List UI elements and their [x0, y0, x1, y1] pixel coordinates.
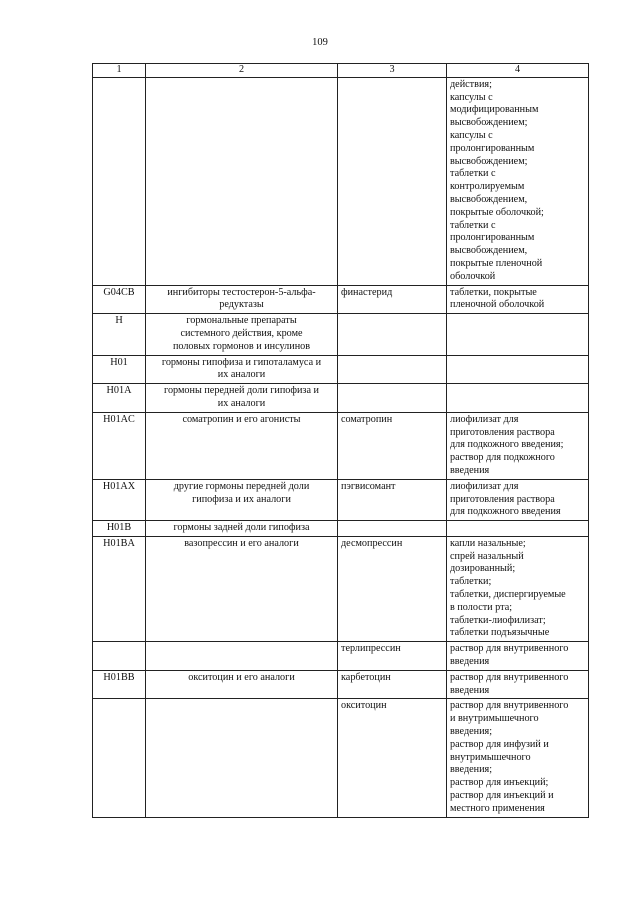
group-name-cell	[146, 642, 338, 671]
atc-code-cell: H01	[93, 355, 146, 384]
drug-name-cell	[338, 384, 447, 413]
dosage-forms-cell: лиофилизат для приготовления раствора для подкожного введения; раствор для подкожного введения	[447, 412, 589, 479]
atc-code-cell: H01B	[93, 521, 146, 537]
atc-code-cell: H01AC	[93, 412, 146, 479]
dosage-forms-cell: таблетки, покрытые пленочной оболочкой	[447, 285, 589, 314]
dosage-forms-cell: раствор для внутривенного и внутримышечного введения; раствор для инфузий и внутримышечного введения; раствор для инъекций; раствор для инъекций и местного применения	[447, 699, 589, 817]
group-name-cell: гормональные препараты системного действия, кроме половых гормонов и инсулинов	[146, 314, 338, 355]
table-row	[93, 521, 589, 537]
drug-name-cell: десмопрессин	[338, 536, 447, 641]
drug-name-cell: финастерид	[338, 285, 447, 314]
table-row	[93, 699, 589, 817]
dosage-forms-cell: действия; капсулы с модифицированным высвобождением; капсулы с пролонгированным высвобождением; таблетки с контролируемым высвобождением, покрытые оболочкой; таблетки с пролонгированным высвобождением, покрытые пленочной оболочкой	[447, 77, 589, 285]
atc-code-cell	[93, 699, 146, 817]
table-row	[93, 536, 589, 641]
table-row	[93, 479, 589, 520]
atc-code-cell: H01AX	[93, 479, 146, 520]
column-header-3: 3	[338, 64, 447, 78]
group-name-cell	[146, 699, 338, 817]
drug-name-cell: карбетоцин	[338, 670, 447, 699]
drug-name-cell	[338, 77, 447, 285]
atc-code-cell: H01BA	[93, 536, 146, 641]
table-row	[93, 355, 589, 384]
atc-code-cell: H	[93, 314, 146, 355]
table-row	[93, 670, 589, 699]
drug-name-cell	[338, 314, 447, 355]
table-row	[93, 285, 589, 314]
atc-code-cell	[93, 77, 146, 285]
table-row	[93, 314, 589, 355]
table-row	[93, 412, 589, 479]
group-name-cell: соматропин и его агонисты	[146, 412, 338, 479]
drug-name-cell	[338, 521, 447, 537]
dosage-forms-cell: раствор для внутривенного введения	[447, 642, 589, 671]
dosage-forms-cell	[447, 384, 589, 413]
table-row	[93, 642, 589, 671]
drug-name-cell: окситоцин	[338, 699, 447, 817]
column-header-4: 4	[447, 64, 589, 78]
drug-name-cell: терлипрессин	[338, 642, 447, 671]
drug-name-cell	[338, 355, 447, 384]
table-row	[93, 77, 589, 285]
drug-name-cell: соматропин	[338, 412, 447, 479]
group-name-cell: ингибиторы тестостерон-5-альфа- редуктазы	[146, 285, 338, 314]
atc-code-cell: H01A	[93, 384, 146, 413]
group-name-cell: гормоны гипофиза и гипоталамуса и их аналоги	[146, 355, 338, 384]
dosage-forms-cell	[447, 521, 589, 537]
atc-code-cell	[93, 642, 146, 671]
group-name-cell: гормоны передней доли гипофиза и их аналоги	[146, 384, 338, 413]
column-header-2: 2	[146, 64, 338, 78]
dosage-forms-cell	[447, 355, 589, 384]
drug-name-cell: пэгвисомант	[338, 479, 447, 520]
table-header-row	[93, 64, 589, 78]
group-name-cell: вазопрессин и его аналоги	[146, 536, 338, 641]
page-number: 109	[312, 37, 328, 48]
atc-code-cell: G04CB	[93, 285, 146, 314]
column-header-1: 1	[93, 64, 146, 78]
drug-table	[92, 63, 589, 818]
table-row	[93, 384, 589, 413]
group-name-cell: окситоцин и его аналоги	[146, 670, 338, 699]
atc-code-cell: H01BB	[93, 670, 146, 699]
dosage-forms-cell: капли назальные; спрей назальный дозированный; таблетки; таблетки, диспергируемые в полости рта; таблетки-лиофилизат; таблетки подъязычные	[447, 536, 589, 641]
dosage-forms-cell: лиофилизат для приготовления раствора для подкожного введения	[447, 479, 589, 520]
group-name-cell: гормоны задней доли гипофиза	[146, 521, 338, 537]
group-name-cell	[146, 77, 338, 285]
group-name-cell: другие гормоны передней доли гипофиза и их аналоги	[146, 479, 338, 520]
dosage-forms-cell: раствор для внутривенного введения	[447, 670, 589, 699]
dosage-forms-cell	[447, 314, 589, 355]
